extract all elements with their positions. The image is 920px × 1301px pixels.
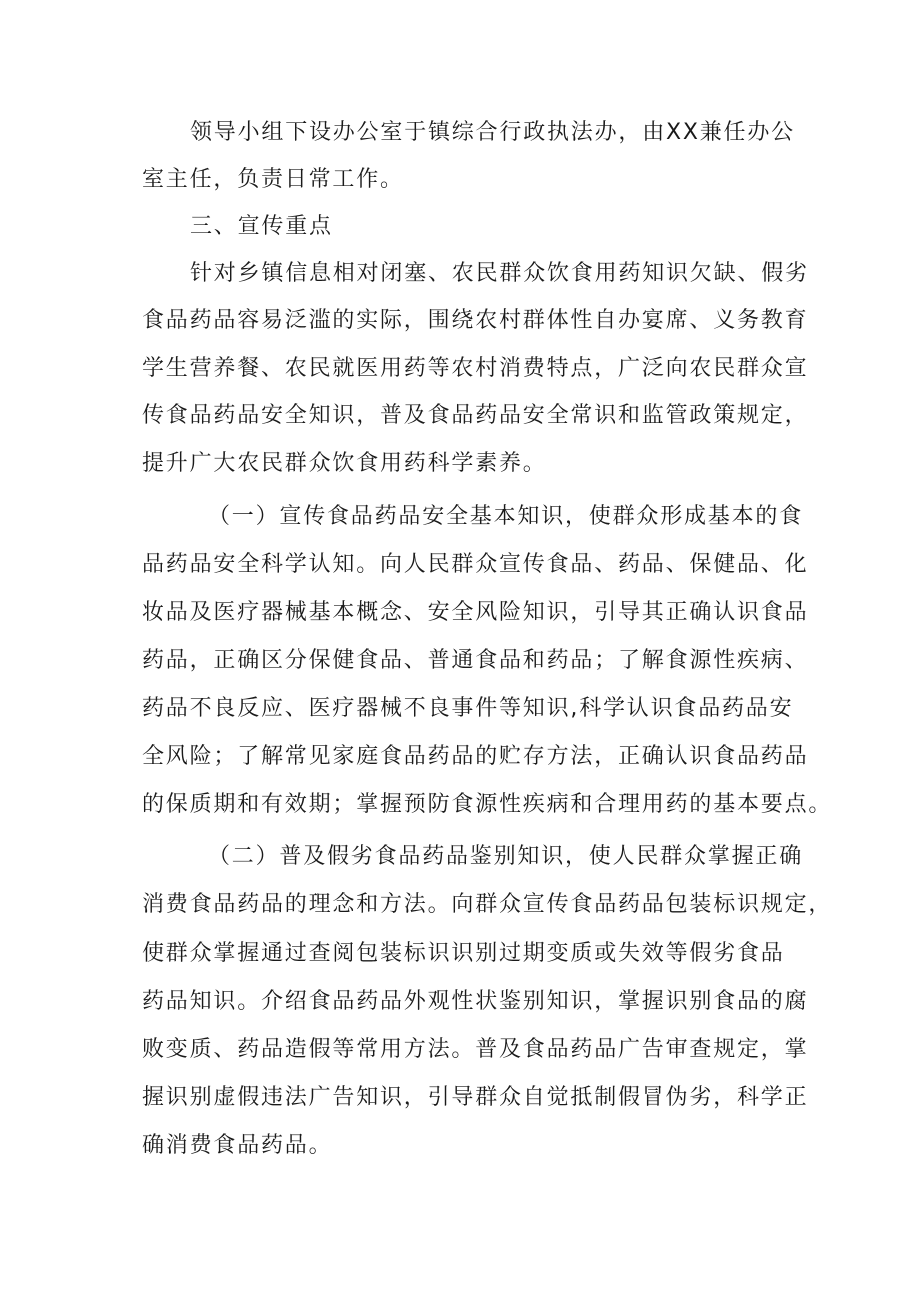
paragraph-line: 的保质期和有效期；掌握预防食源性疾病和合理用药的基本要点。 — [142, 792, 833, 817]
paragraph-line: 药品知识。介绍食品药品外观性状鉴别知识，掌握识别食品的腐 — [142, 989, 809, 1014]
paragraph-line: 握识别虚假违法广告知识，引导群众自觉抵制假冒伪劣，科学正 — [142, 1085, 809, 1110]
paragraph-line: 品药品安全科学认知。向人民群众宣传食品、药品、保健品、化 — [142, 552, 809, 577]
paragraph-line: 提升广大农民群众饮食用药科学素养。 — [142, 451, 547, 476]
paragraph-line: 学生营养餐、农民就医用药等农村消费特点，广泛向农民群众宣 — [142, 356, 809, 381]
paragraph-line: 药品不良反应、医疗器械不良事件等知识,科学认识食品药品安 — [142, 696, 794, 721]
paragraph-line: 针对乡镇信息相对闭塞、农民群众饮食用药知识欠缺、假劣 — [190, 261, 809, 286]
paragraph-line: 妆品及医疗器械基本概念、安全风险知识，引导其正确认识食品 — [142, 600, 809, 625]
paragraph-line: 消费食品药品的理念和方法。向群众宣传食品药品包装标识规定， — [142, 892, 833, 917]
paragraph-line: 确消费食品药品。 — [142, 1133, 333, 1158]
paragraph-line: 败变质、药品造假等常用方法。普及食品药品广告审查规定，掌 — [142, 1037, 809, 1062]
paragraph-line: 食品药品容易泛滥的实际，围绕农村群体性自办宴席、义务教育 — [142, 308, 809, 333]
paragraph-line: 领导小组下设办公室于镇综合行政执法办，由XX兼任办公 — [190, 120, 795, 145]
paragraph-line: （一）宣传食品药品安全基本知识，使群众形成基本的食 — [208, 504, 804, 529]
paragraph-line: 室主任，负责日常工作。 — [142, 167, 404, 192]
section-heading: 三、宣传重点 — [190, 214, 333, 239]
paragraph-line: 使群众掌握通过查阅包装标识识别过期变质或失效等假劣食品 — [142, 941, 785, 966]
paragraph-line: （二）普及假劣食品药品鉴别知识，使人民群众掌握正确 — [208, 844, 804, 869]
paragraph-line: 药品，正确区分保健食品、普通食品和药品；了解食源性疾病、 — [142, 648, 809, 673]
paragraph-line: 传食品药品安全知识，普及食品药品安全常识和监管政策规定， — [142, 403, 809, 428]
paragraph-line: 全风险；了解常见家庭食品药品的贮存方法，正确认识食品药品 — [142, 744, 809, 769]
